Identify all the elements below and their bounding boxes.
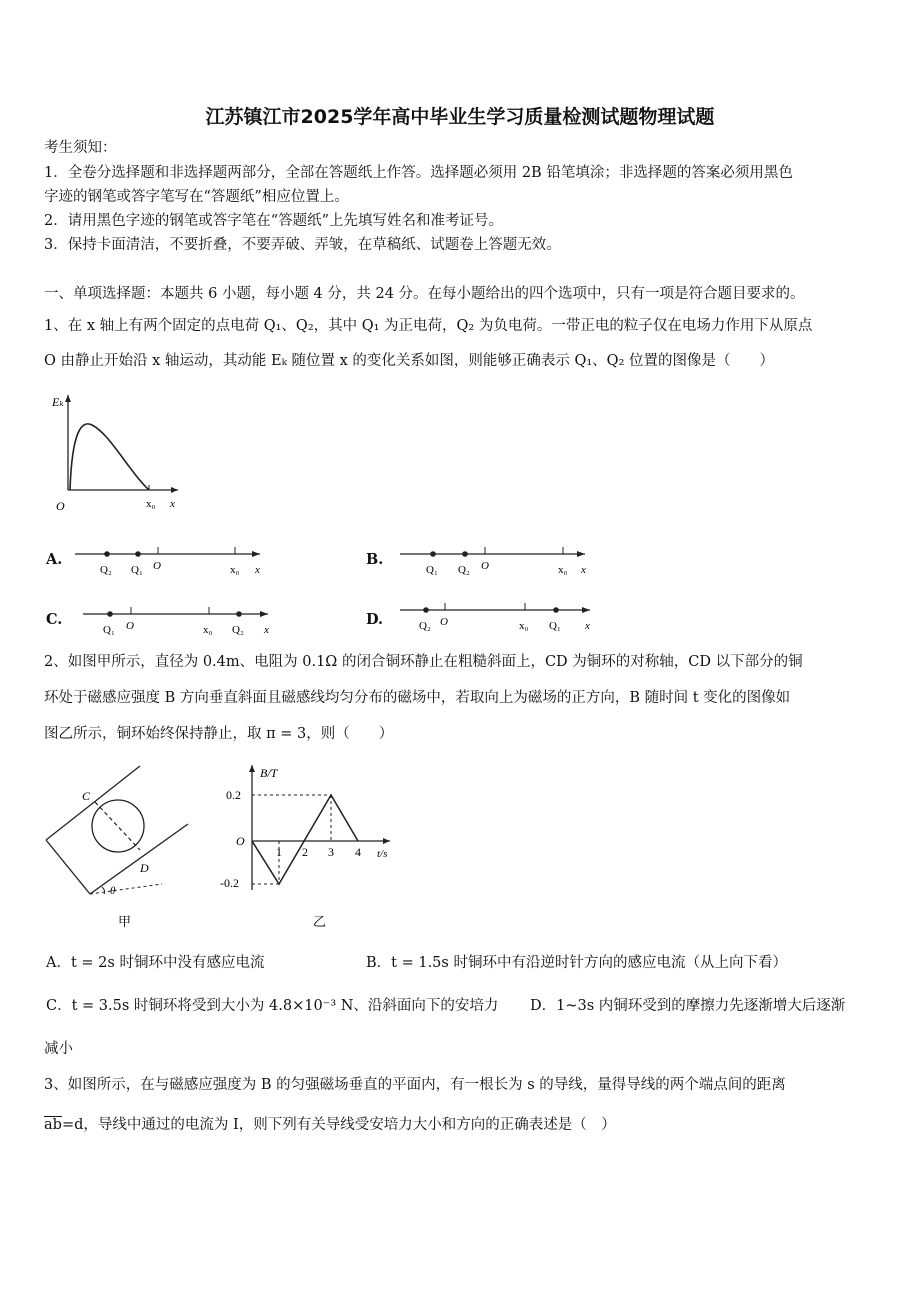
- label-theta: θ: [110, 885, 116, 897]
- caption-jia: 甲: [118, 914, 132, 929]
- tick-x: x: [585, 620, 590, 632]
- xlabel: t/s: [377, 848, 388, 860]
- tick-q1: Q₁: [549, 620, 561, 632]
- y-axis-arrow: [65, 395, 71, 402]
- q1-line-2: O 由静止开始沿 x 轴运动，其动能 Eₖ 随位置 x 的变化关系如图，则能够正确表示 Q₁、Q₂ 位置的图像是（ ）: [44, 353, 774, 369]
- label-d: D: [140, 861, 149, 875]
- q2-option-b[interactable]: B．t = 1.5s 时铜环中有沿逆时针方向的感应电流（从上向下看）: [366, 955, 787, 971]
- q1-option-b-label[interactable]: B.: [366, 551, 384, 568]
- q2-option-d[interactable]: D．1~3s 内铜环受到的摩擦力先逐渐增大后逐渐: [530, 998, 846, 1014]
- ylabel: B/T: [260, 766, 278, 780]
- q1-ek-graph: [48, 390, 188, 515]
- tick-x0: x₀: [519, 620, 529, 632]
- tick-x: x: [581, 564, 586, 576]
- x-axis-arrow: [171, 487, 178, 493]
- tick-q1: Q₁: [103, 624, 115, 636]
- q2-option-a[interactable]: A．t = 2s 时铜环中没有感应电流: [46, 955, 265, 971]
- notice-line-2: 2．请用黑色字迹的钢笔或答字笔在“答题纸”上先填写姓名和准考证号。: [44, 213, 504, 229]
- q1-option-c-label[interactable]: C.: [46, 611, 63, 628]
- origin-label: O: [56, 499, 65, 513]
- q2-figure-jia: [40, 760, 200, 935]
- xtick-2: 2: [302, 845, 308, 859]
- ek-curve: [70, 424, 149, 490]
- label-c: C: [82, 789, 91, 803]
- q2-line-3: 图乙所示，铜环始终保持静止，取 π = 3，则（ ）: [44, 726, 394, 742]
- ytick-neg: -0.2: [220, 876, 239, 890]
- tick-o: O: [153, 560, 161, 572]
- tick-q2: Q₂: [232, 624, 244, 636]
- x0-label: x₀: [146, 498, 156, 510]
- q1-option-b-axis: [395, 540, 595, 580]
- tick-q2: Q₂: [458, 564, 470, 576]
- origin: O: [236, 834, 245, 848]
- q2-line-1: 2、如图甲所示，直径为 0.4m、电阻为 0.1Ω 的闭合铜环静止在粗糙斜面上，CD 为铜环的对称轴，CD 以下部分的铜: [44, 654, 803, 670]
- xtick-3: 3: [328, 845, 334, 859]
- notice-line-1b: 字迹的钢笔或答字笔写在“答题纸”相应位置上。: [44, 189, 349, 205]
- q1-option-d-axis: [395, 596, 595, 636]
- tick-x0: x₀: [230, 564, 240, 576]
- tick-o: O: [440, 616, 448, 628]
- q3-line-2: [44, 1115, 616, 1135]
- tick-q1: Q₁: [426, 564, 438, 576]
- q2-option-c[interactable]: C．t = 3.5s 时铜环将受到大小为 4.8×10⁻³ N、沿斜面向下的安培力: [46, 998, 499, 1014]
- xtick-4: 4: [355, 845, 361, 859]
- q1-option-d-label[interactable]: D.: [366, 611, 384, 628]
- cd-axis: [95, 802, 140, 850]
- tick-q2: Q₂: [100, 564, 112, 576]
- section-heading: 一、单项选择题：本题共 6 小题，每小题 4 分，共 24 分。在每小题给出的四个选项中，只有一项是符合题目要求的。: [44, 286, 805, 302]
- notice-line-1a: 1．全卷分选择题和非选择题两部分，全部在答题纸上作答。选择题必须用 2B 铅笔填涂；非选择题的答案必须用黑色: [44, 165, 793, 181]
- tick-o: O: [126, 620, 134, 632]
- q2-option-d-cont: 减小: [44, 1041, 73, 1057]
- ek-label: Eₖ: [52, 395, 64, 409]
- notice-heading: 考生须知：: [44, 140, 117, 156]
- q2-line-2: 环处于磁感应强度 B 方向垂直斜面且磁感线均匀分布的磁场中，若取向上为磁场的正方向，B 随时间 t 变化的图像如: [44, 690, 791, 706]
- q1-line-1: 1、在 x 轴上有两个固定的点电荷 Q₁、Q₂，其中 Q₁ 为正电荷，Q₂ 为负电荷。一带正电的粒子仅在电场力作用下从原点: [44, 318, 813, 334]
- q3-line-2-text: =d，导线中通过的电流为 I，则下列有关导线受安培力大小和方向的正确表述是（ ）: [61, 1117, 616, 1133]
- ab-segment: $\overline{ab}$: [44, 1117, 62, 1133]
- notice-line-3: 3．保持卡面清洁，不要折叠，不要弄破、弄皱，在草稿纸、试题卷上答题无效。: [44, 237, 561, 253]
- tick-q2: Q₂: [419, 620, 431, 632]
- q3-line-1: 3、如图所示，在与磁感应强度为 B 的匀强磁场垂直的平面内，有一根长为 s 的导线，量得导线的两个端点间的距离: [44, 1077, 786, 1093]
- ytick-pos: 0.2: [226, 788, 241, 802]
- tick-q1: Q₁: [131, 564, 143, 576]
- xtick-1: 1: [276, 845, 282, 859]
- x-label: x: [170, 498, 175, 510]
- caption-yi: 乙: [313, 914, 327, 929]
- q1-option-a-label[interactable]: A.: [46, 551, 63, 568]
- tick-x: x: [255, 564, 260, 576]
- tick-o: O: [481, 560, 489, 572]
- q2-figure-yi: [220, 755, 400, 935]
- page-title: 江苏镇江市2025学年高中毕业生学习质量检测试题物理试题: [205, 106, 715, 128]
- tick-x0: x₀: [203, 624, 213, 636]
- tick-x0: x₀: [558, 564, 568, 576]
- b-t-curve: [252, 795, 358, 884]
- tick-x: x: [264, 624, 269, 636]
- q1-option-a-axis: [70, 540, 270, 580]
- q1-option-c-axis: [78, 600, 278, 640]
